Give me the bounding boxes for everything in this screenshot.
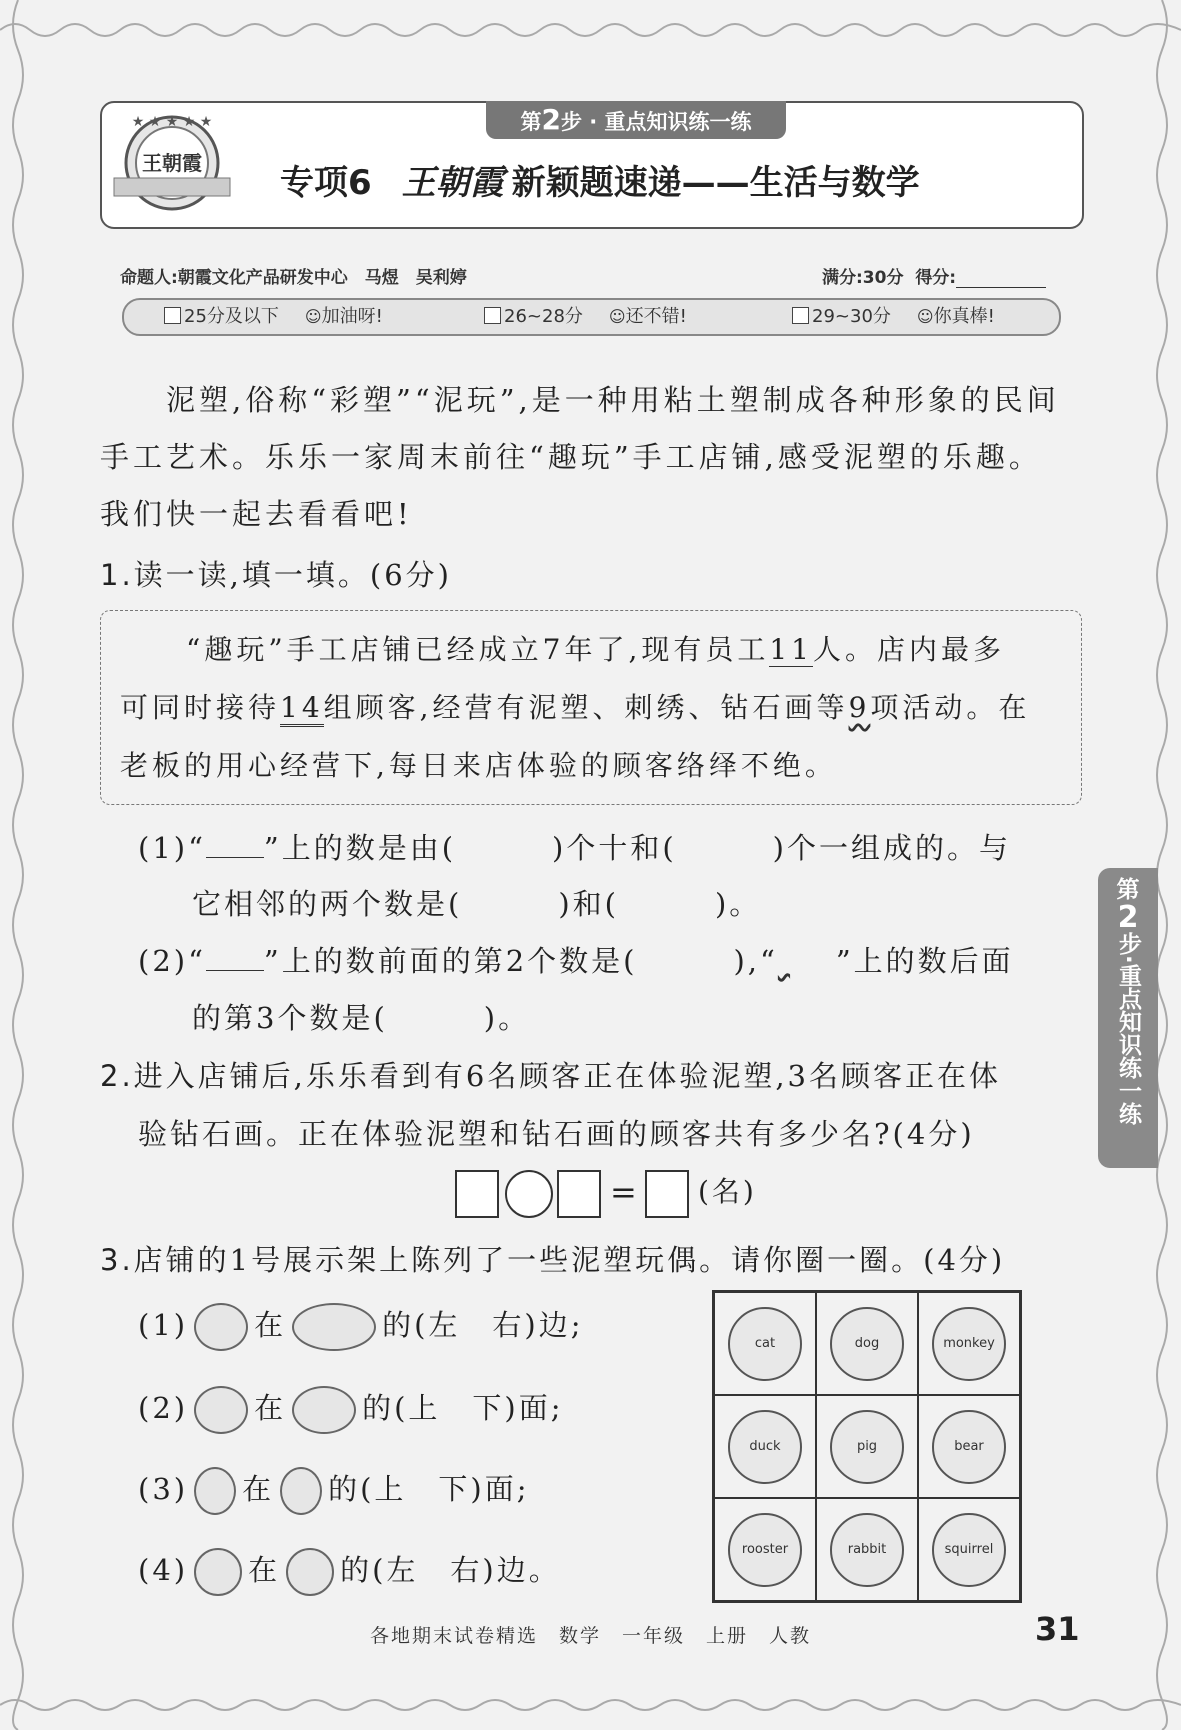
intro-paragraph: 泥塑,俗称“彩塑”“泥玩”,是一种用粘土塑制成各种形象的民间 手工艺术。乐乐一家周末前往“趣玩”手工店铺,感受泥塑的乐趣。 我们快一起去看看吧! [100, 383, 1060, 531]
checkbox[interactable] [792, 307, 809, 324]
grid-cell[interactable] [816, 1498, 918, 1601]
duck-icon [280, 1467, 322, 1515]
wavy-border-left [0, 0, 30, 1730]
wavy-border-top [0, 0, 1181, 60]
cat-icon: cat [728, 1307, 802, 1381]
grid-cell[interactable] [714, 1395, 816, 1498]
monkey-icon: monkey [932, 1307, 1006, 1381]
page-title: 专项6 王朝霞 新颖题速递——生活与数学 [280, 163, 920, 203]
q1-sub2-cont: 的第3个数是( )。 [192, 1001, 531, 1035]
grid-cell[interactable] [918, 1292, 1020, 1395]
rabbit-icon [194, 1386, 248, 1434]
q1-sub1: (1)“ ”上的数是由( )个十和( )个一组成的。与 [138, 831, 1011, 865]
underline-sample [206, 837, 264, 858]
pig-icon [292, 1386, 356, 1434]
author-line: 命题人:朝霞文化产品研发中心 马煜 吴利婷 [120, 268, 467, 288]
pig-icon: pig [830, 1410, 904, 1484]
checkbox[interactable] [484, 307, 501, 324]
q3-item-3: (3) 在 的(上 下)面; [138, 1464, 530, 1515]
logo-text: 王朝霞 [142, 151, 202, 175]
monkey-icon [194, 1548, 242, 1596]
q1-sub2: (2)“ ”上的数前面的第2个数是( ),“ ”上的数后面 [138, 944, 1014, 978]
dog-icon: dog [830, 1307, 904, 1381]
info-line-1: “趣玩”手工店铺已经成立7年了,现有员工11人。店内最多 [186, 633, 1006, 666]
bear-icon: bear [932, 1410, 1006, 1484]
title-brand: 王朝霞 [401, 163, 504, 203]
cat-icon [194, 1467, 236, 1515]
info-line-3: 老板的用心经营下,每日来店体验的顾客络绎不绝。 [120, 749, 837, 782]
side-tab: 第 2 步·重点知识练一练 [1098, 868, 1158, 1168]
wavy-underline-sample [778, 944, 836, 964]
rabbit-icon: rabbit [830, 1513, 904, 1587]
operator-circle[interactable] [505, 1170, 553, 1218]
dog-icon [286, 1548, 334, 1596]
answer-box-2[interactable] [557, 1170, 601, 1218]
grid-cell[interactable] [918, 1395, 1020, 1498]
step-tab: 第2步 · 重点知识练一练 [486, 101, 786, 139]
question-3-title: 3.店铺的1号展示架上陈列了一些泥塑玩偶。请你圈一圈。(4分) [100, 1243, 1006, 1277]
duck-icon: duck [728, 1410, 802, 1484]
wavy-border-right [1140, 0, 1181, 1730]
grid-cell[interactable] [714, 1498, 816, 1601]
score-option-3[interactable]: 29~30分 ☺你真棒! [792, 303, 995, 331]
q3-item-1: (1) 在 的(左 右)边; [138, 1300, 584, 1351]
squirrel-icon: squirrel [932, 1513, 1006, 1587]
info-line-2: 可同时接待14组顾客,经营有泥塑、刺绣、钻石画等9项活动。在 [120, 686, 1030, 726]
grid-cell[interactable] [816, 1292, 918, 1395]
pig-icon [194, 1303, 248, 1351]
checkbox[interactable] [164, 307, 181, 324]
equals-sign: = [610, 1173, 637, 1211]
smile-icon: ☺ [304, 307, 322, 326]
smile-icon: ☺ [916, 307, 934, 326]
score-option-2[interactable]: 26~28分 ☺还不错! [484, 303, 687, 331]
wavy-border-bottom [0, 1690, 1181, 1730]
page-number: 31 [1035, 1610, 1080, 1648]
grid-cell[interactable] [918, 1498, 1020, 1601]
double-underline-sample [206, 950, 264, 971]
score-blank[interactable] [956, 273, 1046, 288]
score-option-1[interactable]: 25分及以下 ☺加油呀! [164, 303, 383, 331]
display-shelf-grid [712, 1290, 1022, 1603]
unit-label: (名) [698, 1175, 757, 1208]
question-2-line2: 验钻石画。正在体验泥塑和钻石画的顾客共有多少名?(4分) [138, 1117, 975, 1151]
rooster-icon: rooster [728, 1513, 802, 1587]
brand-logo [112, 108, 232, 218]
q1-sub1-cont: 它相邻的两个数是( )和( )。 [192, 887, 762, 921]
question-2-line1: 2.进入店铺后,乐乐看到有6名顾客正在体验泥塑,3名顾客正在体 [100, 1059, 1002, 1093]
q3-item-4: (4) 在 的(左 右)边。 [138, 1545, 561, 1596]
svg-text:★ ★ ★ ★ ★: ★ ★ ★ ★ ★ [131, 114, 213, 130]
question-1-title: 1.读一读,填一填。(6分) [100, 558, 452, 592]
q3-item-2: (2) 在 的(上 下)面; [138, 1383, 564, 1434]
answer-box-1[interactable] [455, 1170, 499, 1218]
score-line: 满分:30分 得分: [822, 263, 1046, 288]
bear-icon [292, 1303, 376, 1351]
score-bar [122, 298, 1061, 336]
footer-text: 各地期末试卷精选 数学 一年级 上册 人教 [370, 1625, 812, 1647]
smile-icon: ☺ [608, 307, 626, 326]
answer-box-3[interactable] [645, 1170, 689, 1218]
grid-cell[interactable] [714, 1292, 816, 1395]
grid-cell[interactable] [816, 1395, 918, 1498]
